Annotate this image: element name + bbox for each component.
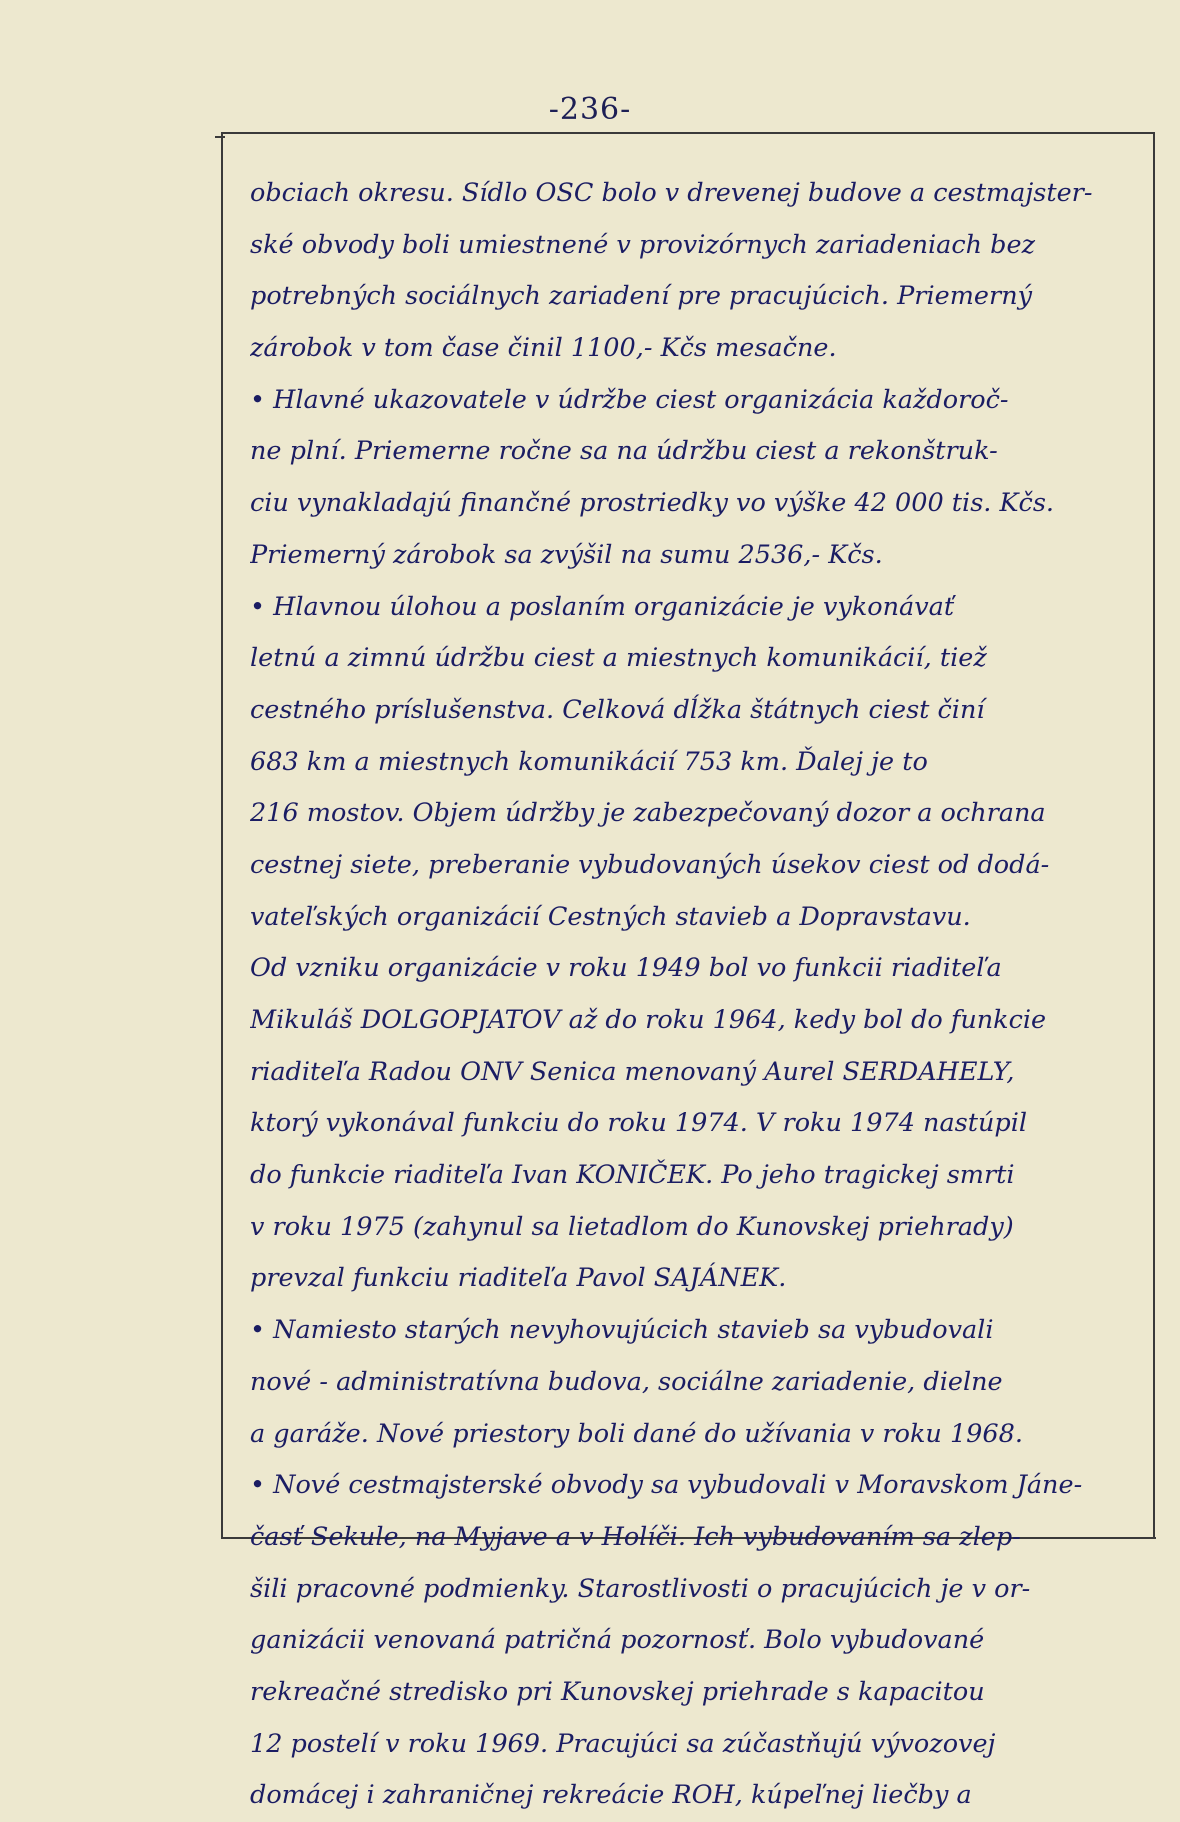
text-line: • Namiesto starých nevyhovujúcich stavieb sa vybudovali <box>250 1315 994 1346</box>
text-line: prevzal funkciu riaditeľa Pavol SAJÁNEK. <box>250 1263 787 1294</box>
text-line: domácej i zahraničnej rekreácie ROH, kúpeľnej liečby a <box>250 1780 972 1811</box>
text-line: šili pracovné podmienky. Starostlivosti o pracujúcich je v or- <box>250 1573 1031 1604</box>
page-number: -236- <box>548 92 632 127</box>
text-line: rekreačné stredisko pri Kunovskej priehrade s kapacitou <box>250 1676 985 1707</box>
text-line: cestného príslušenstva. Celková dĺžka štátnych ciest činí <box>250 694 985 725</box>
text-line: riaditeľa Radou ONV Senica menovaný Aurel SERDAHELY, <box>250 1056 1015 1087</box>
text-line: Mikuláš DOLGOPJATOV až do roku 1964, kedy bol do funkcie <box>250 1005 1047 1035</box>
text-line: letnú a zimnú údržbu ciest a miestnych komunikácií, tiež <box>250 643 987 674</box>
text-line: zárobok v tom čase činil 1100,- Kčs mesačne. <box>250 333 837 364</box>
frame-corner-tick <box>215 136 225 138</box>
text-line: časť Sekule, na Myjave a v Holíči. Ich vybudovaním sa zlep- <box>250 1521 1021 1552</box>
text-line: v roku 1975 (zahynul sa lietadlom do Kunovskej priehrady) <box>250 1211 1014 1242</box>
text-line: cestnej siete, preberanie vybudovaných úsekov ciest od dodá- <box>250 849 1050 880</box>
text-line: ne plní. Priemerne ročne sa na údržbu ciest a rekonštruk- <box>250 436 998 467</box>
handwritten-text-body <box>250 168 1150 1822</box>
text-line: 683 km a miestnych komunikácií 753 km. Ďalej je to <box>250 746 928 777</box>
text-line: • Hlavné ukazovatele v údržbe ciest organizácia každoroč- <box>250 384 1009 415</box>
text-line: ganizácii venovaná patričná pozornosť. Bolo vybudované <box>250 1625 985 1656</box>
text-line: potrebných sociálnych zariadení pre pracujúcich. Priemerný <box>250 281 1033 312</box>
text-line: • Hlavnou úlohou a poslaním organizácie je vykonávať <box>250 591 955 622</box>
text-line: ciu vynakladajú finančné prostriedky vo výške 42 000 tis. Kčs. <box>250 488 1055 519</box>
text-line: obciach okresu. Sídlo OSC bolo v drevenej budove a cestmajster- <box>250 178 1093 208</box>
text-line: Od vzniku organizácie v roku 1949 bol vo funkcii riaditeľa <box>250 953 1002 984</box>
text-line: a garáže. Nové priestory boli dané do užívania v roku 1968. <box>250 1418 1023 1449</box>
text-line: 216 mostov. Objem údržby je zabezpečovaný dozor a ochrana <box>250 798 1046 829</box>
text-line: Priemerný zárobok sa zvýšil na sumu 2536,- Kčs. <box>250 539 883 570</box>
text-line: ktorý vykonával funkciu do roku 1974. V roku 1974 nastúpil <box>250 1108 1028 1139</box>
text-line: ské obvody boli umiestnené v provizórnych zariadeniach bez <box>250 229 1036 260</box>
text-line: 12 postelí v roku 1969. Pracujúci sa zúčastňujú vývozovej <box>250 1728 996 1759</box>
text-line: nové - administratívna budova, sociálne zariadenie, dielne <box>250 1366 1003 1397</box>
text-line: vateľských organizácií Cestných stavieb a Dopravstavu. <box>250 901 971 932</box>
text-line: • Nové cestmajsterské obvody sa vybudovali v Moravskom Jáne- <box>250 1470 1083 1501</box>
text-line: do funkcie riaditeľa Ivan KONIČEK. Po jeho tragickej smrti <box>250 1160 1015 1191</box>
